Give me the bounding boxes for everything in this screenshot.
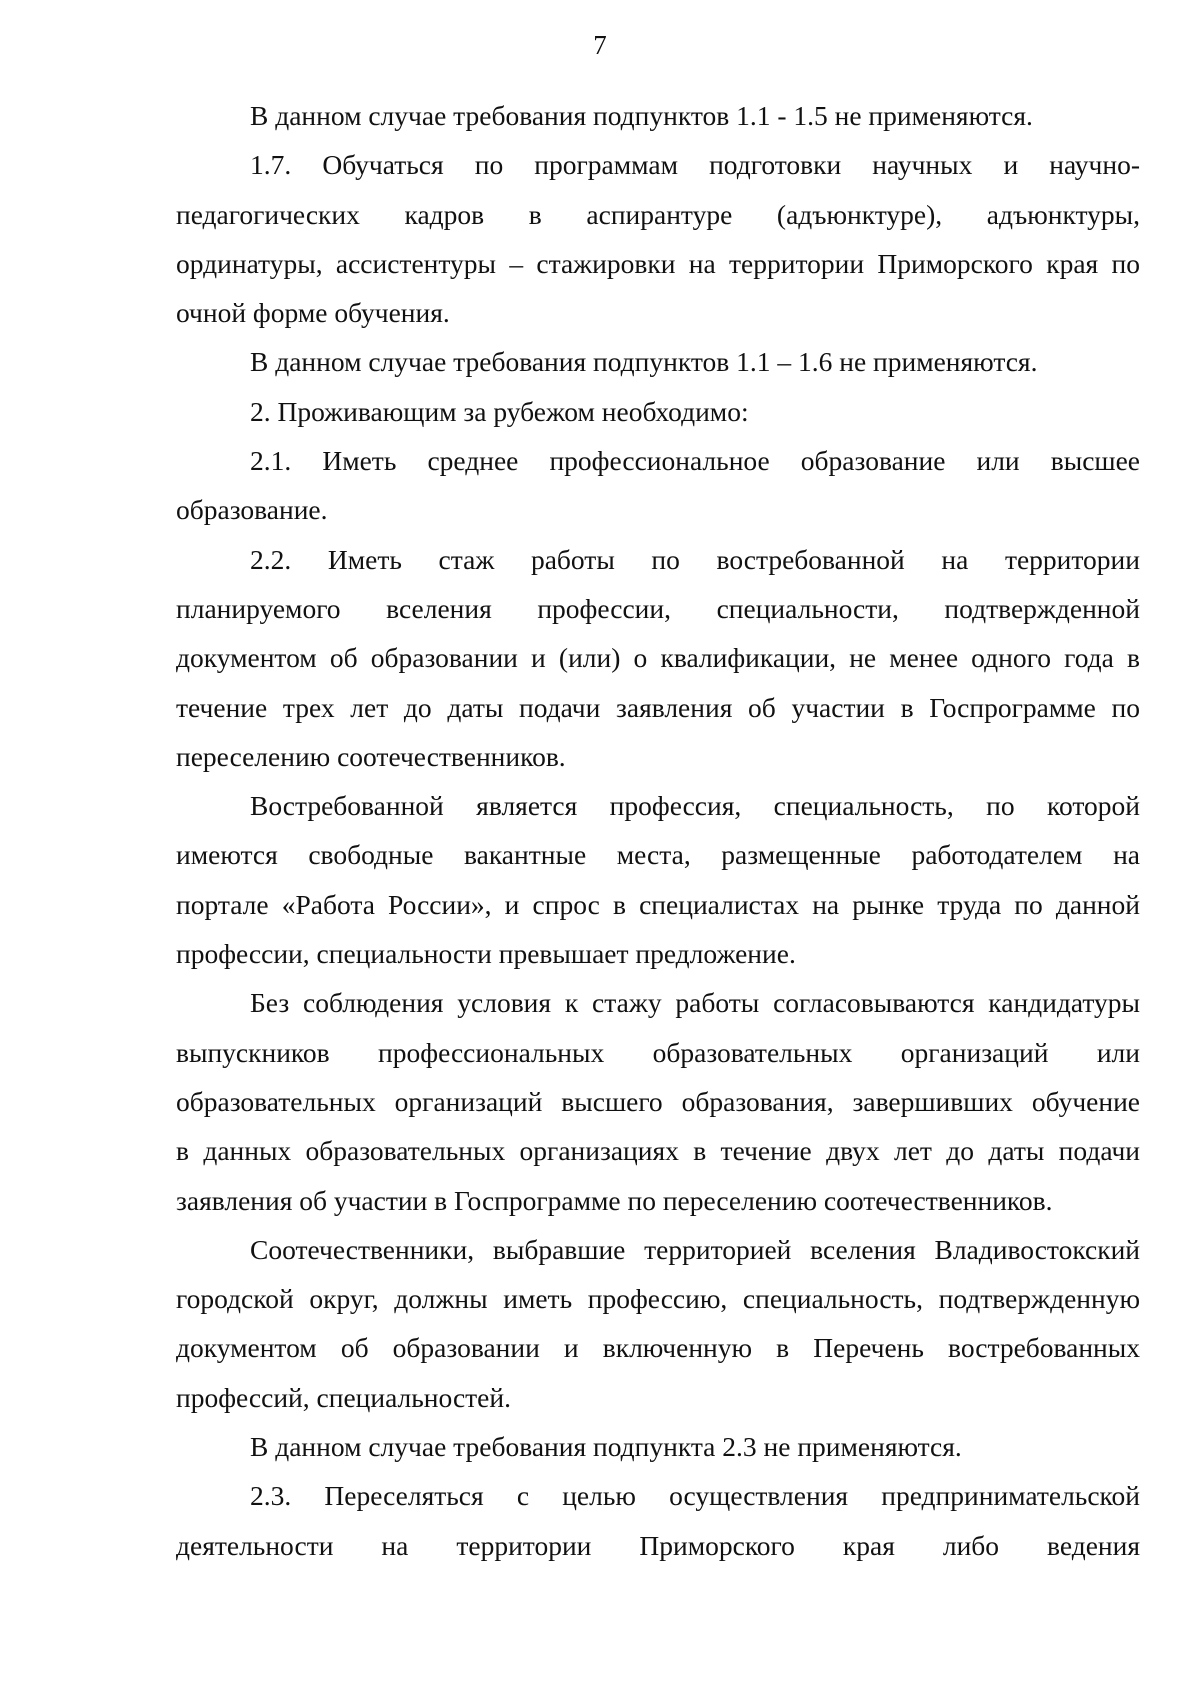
text-line: городской округ, должны иметь профессию, специальность, подтвержденную: [176, 1283, 1140, 1315]
text-line: 2.3. Переселяться с целью осуществления предпринимательской: [250, 1480, 1140, 1512]
document-body: [176, 91, 1140, 1570]
text-line: документом об образовании и включенную в Перечень востребованных: [176, 1332, 1140, 1364]
text-line: педагогических кадров в аспирантуре (адъюнктуре), адъюнктуры,: [176, 198, 1140, 230]
text-line: Без соблюдения условия к стажу работы согласовываются кандидатуры: [250, 987, 1140, 1019]
text-line: документом об образовании и (или) о квалификации, не менее одного года в: [176, 642, 1140, 674]
text-line: деятельности на территории Приморского края либо ведения: [176, 1529, 1140, 1561]
text-line: Соотечественники, выбравшие территорией вселения Владивостокский: [250, 1233, 1140, 1265]
text-line: образовательных организаций высшего образования, завершивших обучение: [176, 1085, 1140, 1117]
text-line: 2.2. Иметь стаж работы по востребованной на территории: [250, 543, 1140, 575]
text-line: заявления об участии в Госпрограмме по переселению соотечественников.: [176, 1184, 1053, 1216]
text-line: 1.7. Обучаться по программам подготовки научных и научно-: [250, 149, 1140, 181]
text-line: Востребованной является профессия, специальность, по которой: [250, 790, 1140, 822]
text-line: 2. Проживающим за рубежом необходимо:: [250, 395, 749, 427]
text-line: планируемого вселения профессии, специальности, подтвержденной: [176, 592, 1140, 624]
text-line: выпускников профессиональных образовательных организаций или: [176, 1036, 1140, 1068]
text-line: образование.: [176, 494, 328, 526]
text-line: 2.1. Иметь среднее профессиональное образование или высшее: [250, 445, 1140, 477]
text-line: переселению соотечественников.: [176, 740, 566, 772]
text-line: портале «Работа России», и спрос в специалистах на рынке труда по данной: [176, 888, 1140, 920]
text-line: В данном случае требования подпункта 2.3 не применяются.: [250, 1431, 962, 1463]
text-line: профессий, специальностей.: [176, 1381, 511, 1413]
text-line: течение трех лет до даты подачи заявления об участии в Госпрограмме по: [176, 691, 1140, 723]
text-line: профессии, специальности превышает предложение.: [176, 938, 796, 970]
text-line: В данном случае требования подпунктов 1.1 – 1.6 не применяются.: [250, 346, 1038, 378]
text-line: ординатуры, ассистентуры – стажировки на территории Приморского края по: [176, 247, 1140, 279]
text-line: имеются свободные вакантные места, размещенные работодателем на: [176, 839, 1140, 871]
text-line: В данном случае требования подпунктов 1.1 - 1.5 не применяются.: [250, 100, 1033, 131]
text-line: очной форме обучения.: [176, 297, 450, 329]
page-number: 7: [593, 30, 607, 60]
text-line: в данных образовательных организациях в течение двух лет до даты подачи: [176, 1135, 1140, 1167]
